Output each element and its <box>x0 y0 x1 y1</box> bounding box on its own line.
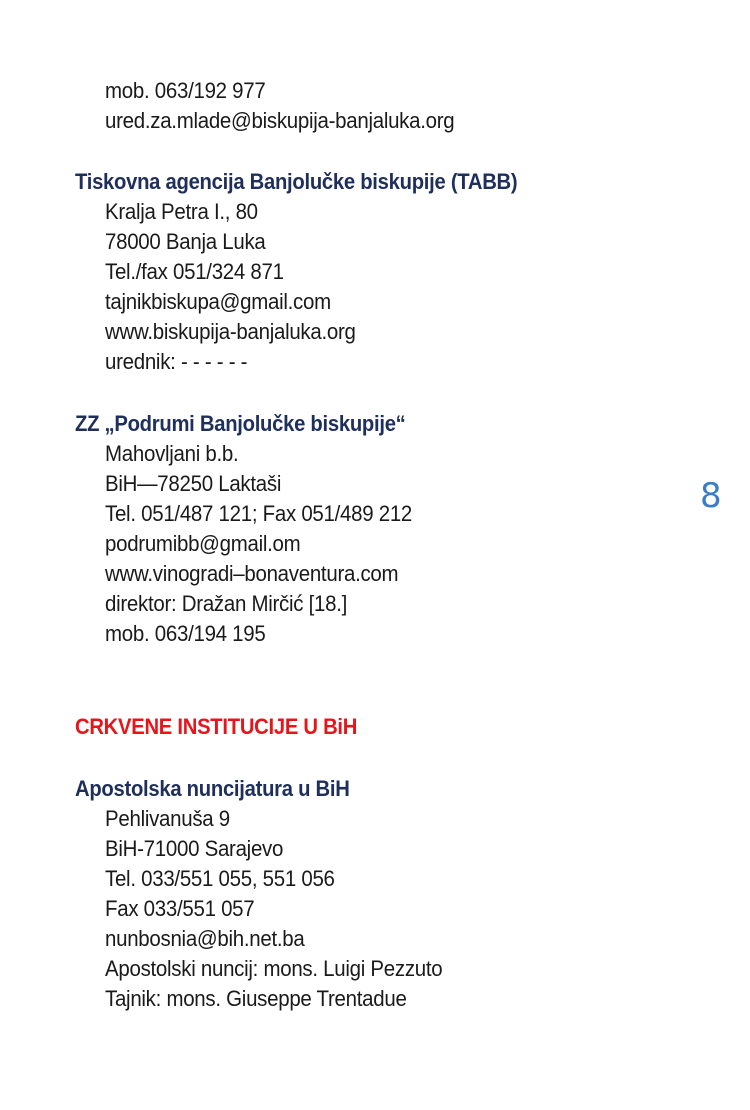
nunciature-heading: Apostolska nuncijatura u BiH <box>75 776 350 801</box>
tabb-editor: urednik: - - - - - - <box>105 349 248 374</box>
tabb-email: tajnikbiskupa@gmail.com <box>105 289 331 314</box>
podrumi-address: Mahovljani b.b. <box>105 441 239 466</box>
tabb-website: www.biskupija-banjaluka.org <box>105 319 356 344</box>
podrumi-heading: ZZ „Podrumi Banjolučke biskupije“ <box>75 411 406 436</box>
nunciature-address: Pehlivanuša 9 <box>105 806 230 831</box>
podrumi-mobile: mob. 063/194 195 <box>105 621 266 646</box>
section-title: CRKVENE INSTITUCIJE U BiH <box>75 714 358 739</box>
nunciature-city: BiH-71000 Sarajevo <box>105 836 284 861</box>
nunciature-email: nunbosnia@bih.net.ba <box>105 926 305 951</box>
podrumi-city: BiH—78250 Laktaši <box>105 471 282 496</box>
nunciature-secretary: Tajnik: mons. Giuseppe Trentadue <box>105 986 407 1011</box>
tabb-city: 78000 Banja Luka <box>105 229 266 254</box>
page-number: 8 <box>700 476 722 516</box>
podrumi-website: www.vinogradi–bonaventura.com <box>105 561 399 586</box>
youth-office-email: ured.za.mlade@biskupija-banjaluka.org <box>105 108 455 133</box>
podrumi-email: podrumibb@gmail.om <box>105 531 301 556</box>
nunciature-phone: Tel. 033/551 055, 551 056 <box>105 866 335 891</box>
youth-office-mobile: mob. 063/192 977 <box>105 78 266 103</box>
tabb-heading: Tiskovna agencija Banjolučke biskupije (TABB) <box>75 169 518 194</box>
podrumi-phone: Tel. 051/487 121; Fax 051/489 212 <box>105 501 413 526</box>
podrumi-director: direktor: Dražan Mirčić [18.] <box>105 591 348 616</box>
nunciature-fax: Fax 033/551 057 <box>105 896 255 921</box>
tabb-phone: Tel./fax 051/324 871 <box>105 259 284 284</box>
tabb-address: Kralja Petra I., 80 <box>105 199 258 224</box>
nunciature-nuncio: Apostolski nuncij: mons. Luigi Pezzuto <box>105 956 443 981</box>
